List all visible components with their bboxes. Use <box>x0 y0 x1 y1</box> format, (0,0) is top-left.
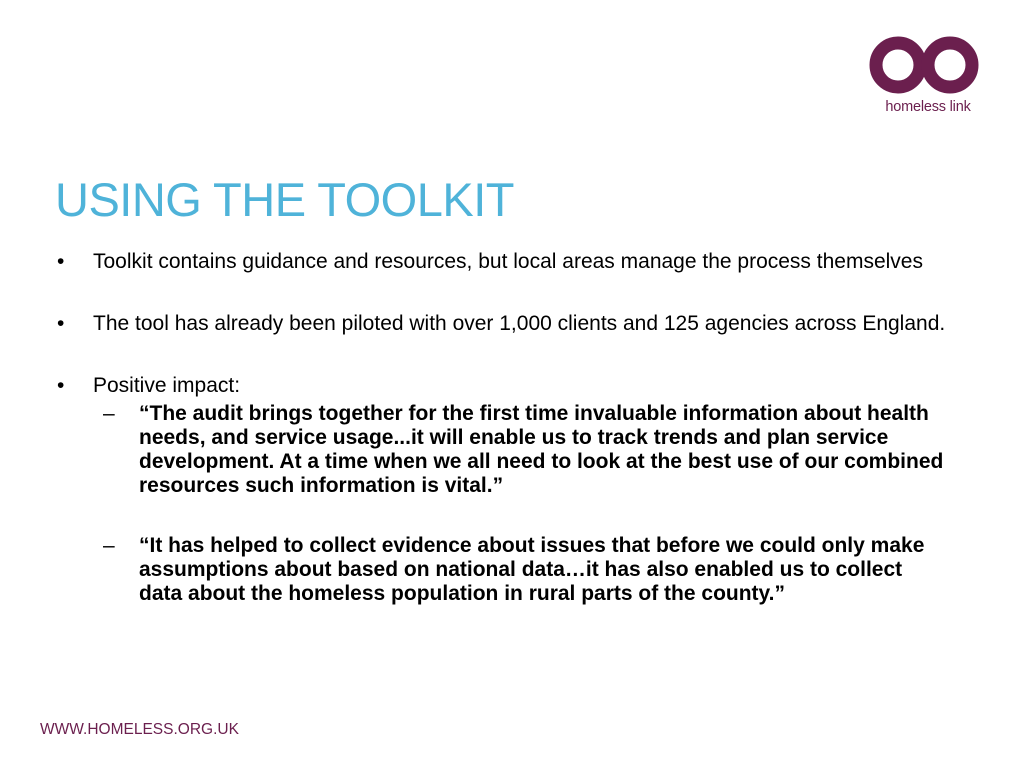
bullet-item <box>55 312 955 336</box>
quote-item <box>93 402 949 498</box>
quote-list <box>93 402 955 606</box>
quote-text: “The audit brings together for the first time invaluable information about health needs, and service usage...it will enable us to track trends and plan service development. At a time when we all need to look at the best use of our combined resources such information is vital.” <box>139 402 944 497</box>
bullet-text: Positive impact: <box>93 374 241 397</box>
bullet-item <box>55 374 955 606</box>
homeless-link-logo <box>868 30 988 120</box>
footer-url: WWW.HOMELESS.ORG.UK <box>40 721 239 738</box>
dash-marker: – <box>103 534 115 557</box>
bullet-marker: • <box>57 374 65 397</box>
logo-text: homeless link <box>885 99 971 115</box>
quote-item <box>93 534 949 606</box>
slide-title: USING THE TOOLKIT <box>55 173 514 226</box>
bullet-marker: • <box>57 312 65 335</box>
bullet-text: Toolkit contains guidance and resources, but local areas manage the process themselves <box>93 250 923 273</box>
infinity-rings-icon <box>868 30 988 100</box>
bullet-marker: • <box>57 250 65 273</box>
bullet-list <box>55 250 955 606</box>
bullet-item <box>55 250 955 274</box>
quote-text: “It has helped to collect evidence about issues that before we could only make assumptions about based on national data…it has also enabled us to collect data about the homeless population in rural parts of the county.” <box>139 534 925 605</box>
dash-marker: – <box>103 402 115 425</box>
bullet-text: The tool has already been piloted with over 1,000 clients and 125 agencies across England. <box>93 312 946 335</box>
